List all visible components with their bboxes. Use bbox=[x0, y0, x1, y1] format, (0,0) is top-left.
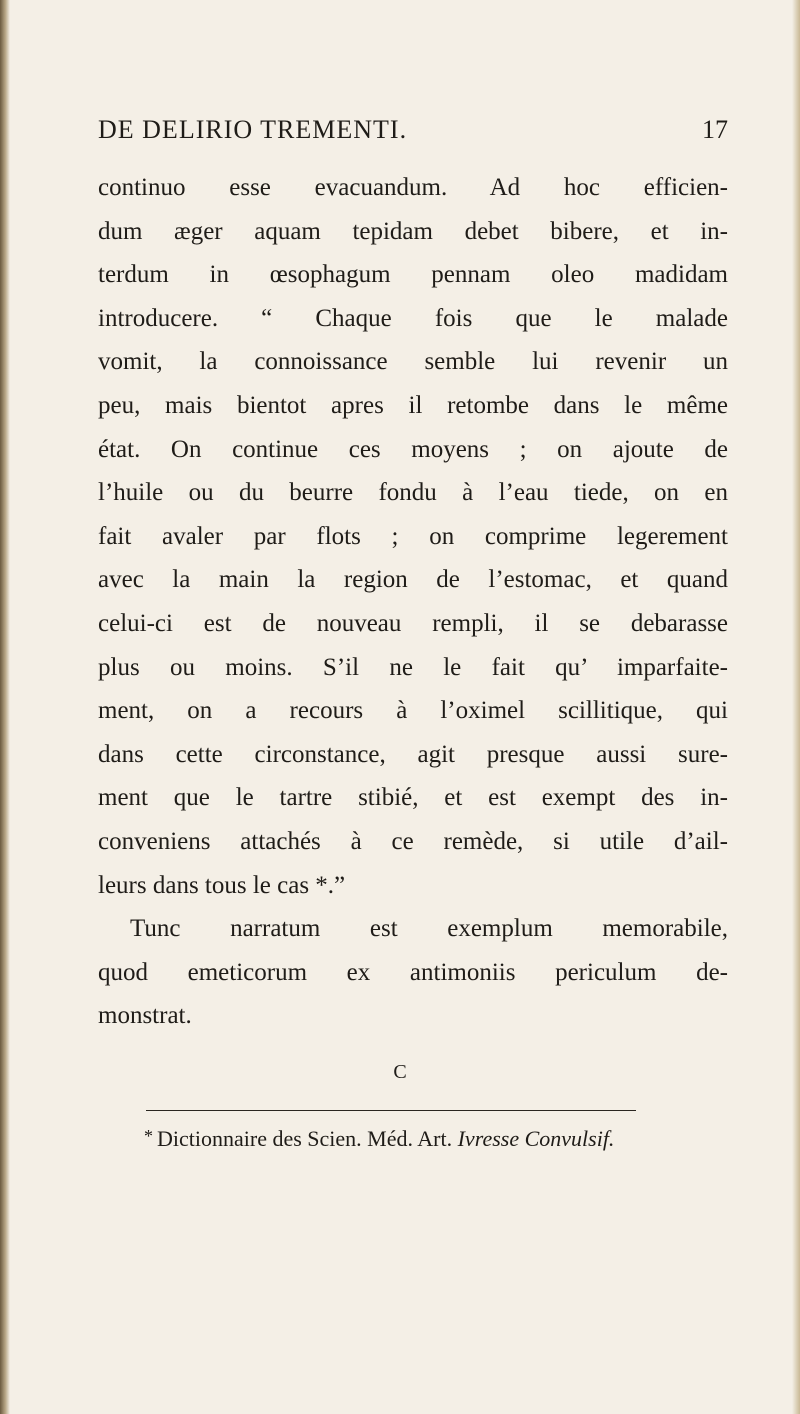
footnote-italic-text: Ivresse Convulsif. bbox=[457, 1126, 615, 1151]
page-number: 17 bbox=[702, 115, 728, 144]
body-text bbox=[98, 166, 728, 1038]
running-title: DE DELIRIO TREMENTI. bbox=[98, 115, 408, 144]
text-line: celui-ci est de nouveau rempli, il se debarasse bbox=[98, 609, 728, 637]
text-line: conveniens attachés à ce remède, si utile d’ail- bbox=[98, 827, 728, 855]
text-line: avec la main la region de l’estomac, et quand bbox=[98, 566, 728, 594]
text-line: plus ou moins. S’il ne le fait qu’ imparfaite- bbox=[98, 653, 728, 681]
text-line: dum æger aquam tepidam debet bibere, et in- bbox=[98, 217, 728, 245]
text-line: l’huile ou du beurre fondu à l’eau tiede, on en bbox=[98, 479, 728, 507]
text-line: introducere. “ Chaque fois que le malade bbox=[98, 304, 728, 332]
footnote-marker: * bbox=[144, 1126, 153, 1146]
text-line: ment que le tartre stibié, et est exempt des in- bbox=[98, 784, 728, 812]
text-line: quod emeticorum ex antimoniis periculum de- bbox=[98, 958, 728, 986]
text-line: leurs dans tous le cas *.” bbox=[98, 871, 346, 899]
text-line: vomit, la connoissance semble lui revenir un bbox=[98, 348, 728, 376]
page-edge-left bbox=[0, 0, 10, 1414]
running-head bbox=[98, 112, 728, 148]
text-line: ment, on a recours à l’oximel scillitique, qui bbox=[98, 697, 728, 725]
text-line: monstrat. bbox=[98, 1002, 192, 1030]
footnote-rule bbox=[146, 1110, 636, 1111]
page-edge-right bbox=[792, 0, 800, 1414]
footnote bbox=[144, 1120, 704, 1155]
text-line: fait avaler par flots ; on comprime legerement bbox=[98, 522, 728, 550]
text-line: dans cette circonstance, agit presque aussi sure- bbox=[98, 740, 728, 768]
footnote-text: Dictionnaire des Scien. Méd. Art. bbox=[157, 1126, 453, 1151]
text-line: continuo esse evacuandum. Ad hoc efficien- bbox=[98, 174, 728, 201]
text-line: peu, mais bientot apres il retombe dans le même bbox=[98, 391, 728, 419]
signature-mark: C bbox=[393, 1061, 407, 1083]
text-line: Tunc narratum est exemplum memorabile, bbox=[130, 915, 728, 943]
text-line: terdum in œsophagum pennam oleo madidam bbox=[98, 261, 728, 289]
text-line: état. On continue ces moyens ; on ajoute de bbox=[98, 435, 728, 463]
